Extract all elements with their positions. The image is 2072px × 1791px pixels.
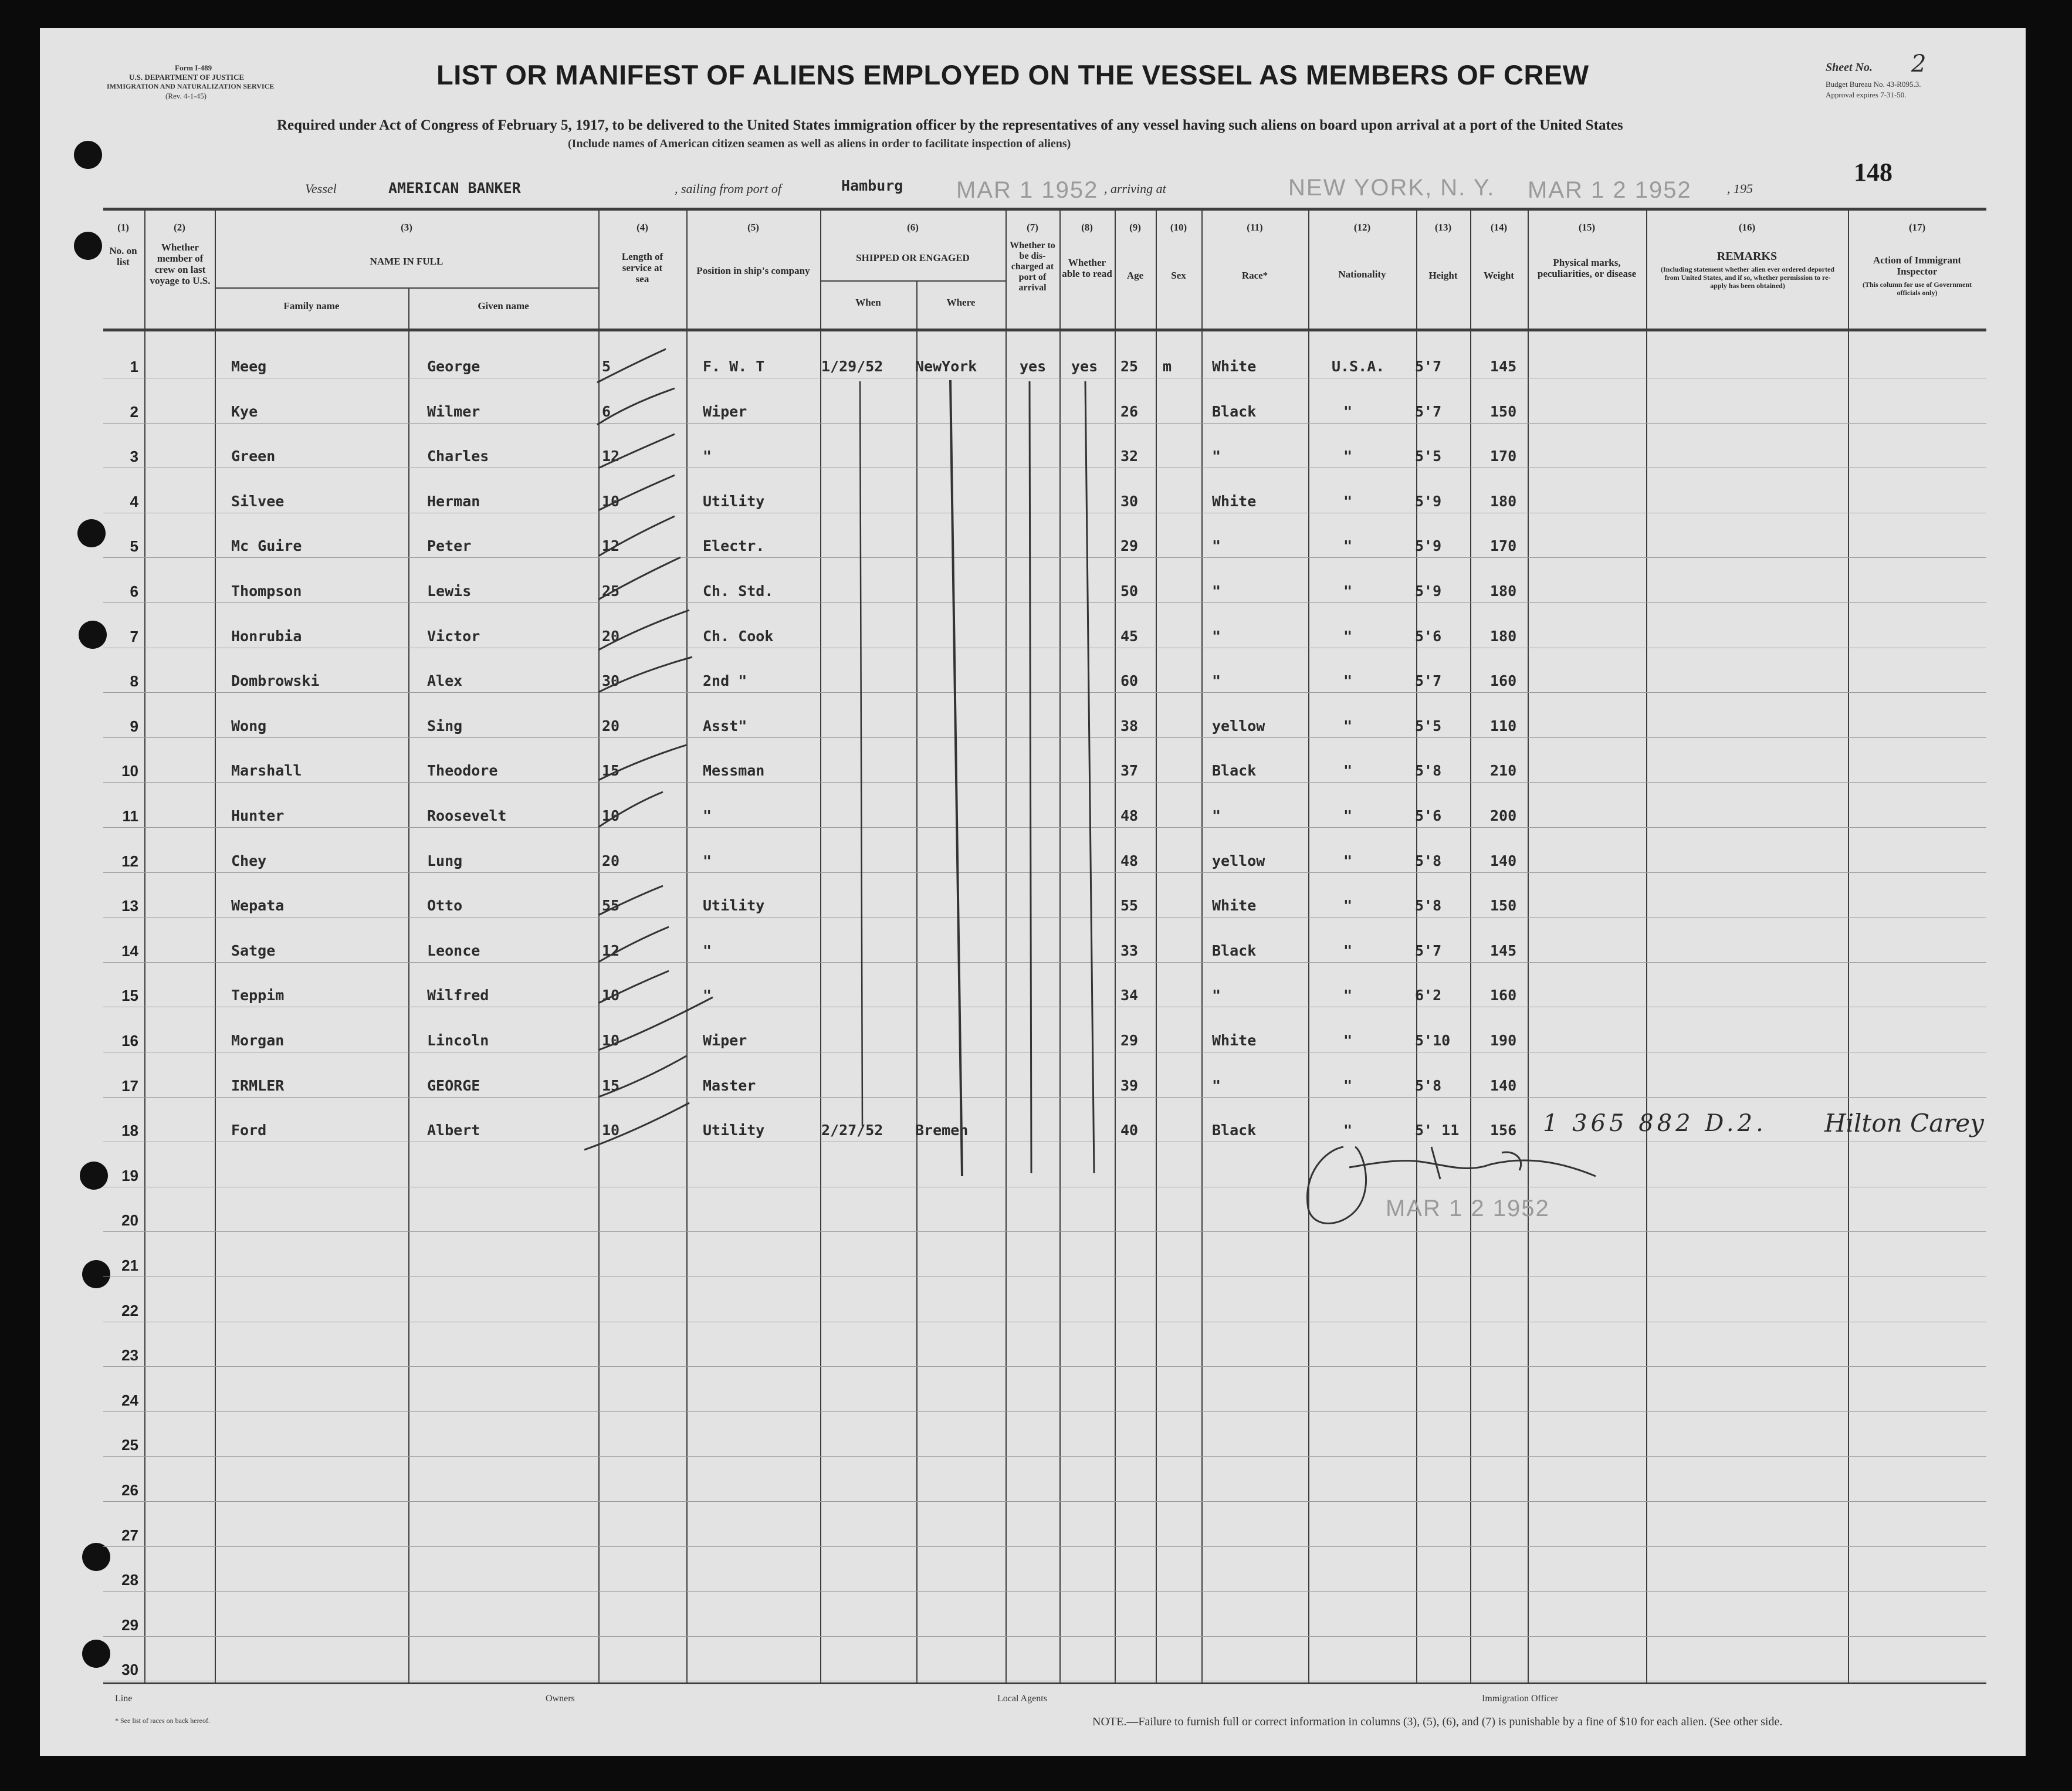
height-cell: 5'7: [1415, 942, 1442, 959]
given-name-cell: GEORGE: [427, 1076, 480, 1094]
col-7-header: Whether to be dis-charged at port of arrival: [1010, 241, 1055, 293]
race-cell: Black: [1212, 762, 1257, 780]
race-cell: yellow: [1212, 717, 1265, 734]
col-6a-header: When: [855, 297, 881, 308]
department: U.S. DEPARTMENT OF JUSTICE: [129, 73, 245, 82]
col-16-header: REMARKS: [1716, 250, 1778, 263]
weight-cell: 180: [1490, 492, 1517, 510]
ditto-line: [860, 381, 862, 1126]
age-cell: 38: [1120, 717, 1139, 734]
service-length-cell: 15: [602, 762, 620, 780]
vessel-label: Vessel: [305, 181, 337, 196]
col-6b-header: Where: [946, 297, 976, 308]
signature-date-stamp: MAR 1 2 1952: [1386, 1196, 1550, 1221]
col-13-header: Height: [1428, 270, 1458, 281]
col-9-number: (9): [1129, 222, 1141, 233]
age-cell: 25: [1120, 358, 1139, 375]
row-number: 20: [121, 1211, 138, 1230]
col-6-header: SHIPPED OR ENGAGED: [856, 252, 970, 263]
position-cell: Utility: [703, 1122, 765, 1139]
given-name-cell: Peter: [427, 537, 472, 555]
row-number: 29: [121, 1616, 138, 1634]
service-length-cell: 20: [602, 717, 620, 734]
position-cell: Wiper: [703, 402, 747, 420]
page-subtitle: Required under Act of Congress of February 5, 1917, to be delivered to the United States immigration officer by the representatives of any vessel having such aliens on board upon arrival at a port of the United States: [277, 117, 1623, 133]
position-cell: F. W. T: [703, 358, 765, 375]
col-9-header: Age: [1126, 270, 1144, 281]
weight-cell: 200: [1490, 807, 1517, 824]
position-cell: ": [703, 987, 712, 1004]
service-checkmark: [598, 610, 689, 650]
weight-cell: 150: [1490, 402, 1517, 420]
nationality-cell: ": [1343, 807, 1353, 824]
approval-expires: Approval expires 7-31-50.: [1826, 90, 1907, 99]
position-cell: Utility: [703, 492, 765, 510]
age-cell: 29: [1120, 537, 1139, 555]
family-name-cell: Honrubia: [231, 627, 302, 645]
service-checkmark: [584, 1103, 689, 1150]
col-15-header: Physical marks, peculiarities, or disease: [1537, 257, 1637, 279]
weight-cell: 145: [1490, 942, 1517, 959]
row-number: 22: [121, 1301, 138, 1319]
race-cell: ": [1212, 583, 1221, 600]
age-cell: 60: [1120, 672, 1139, 690]
given-name-cell: Albert: [427, 1122, 480, 1139]
service-length-cell: 10: [602, 492, 620, 510]
given-name-cell: Lewis: [427, 583, 472, 600]
age-cell: 30: [1120, 492, 1139, 510]
page-title: LIST OR MANIFEST OF ALIENS EMPLOYED ON THE VESSEL AS MEMBERS OF CREW: [436, 59, 1589, 90]
service-length-cell: 10: [602, 1032, 620, 1049]
given-name-cell: Lung: [427, 852, 463, 869]
given-name-cell: Wilmer: [427, 402, 480, 420]
age-cell: 26: [1120, 402, 1139, 420]
nationality-cell: ": [1343, 448, 1353, 465]
service-checkmark: [597, 349, 666, 382]
nationality-cell: ": [1343, 1032, 1353, 1049]
position-cell: Master: [703, 1076, 756, 1094]
row-number: 9: [130, 717, 138, 735]
given-name-cell: George: [427, 358, 480, 375]
race-cell: White: [1212, 492, 1257, 510]
nationality-cell: ": [1343, 717, 1353, 734]
col-4-header: Length of service at sea: [621, 251, 663, 285]
weight-cell: 156: [1490, 1122, 1517, 1139]
race-cell: White: [1212, 897, 1257, 915]
row-number: 15: [121, 987, 138, 1005]
position-cell: Wiper: [703, 1032, 747, 1049]
sheet-label: Sheet No.: [1826, 61, 1873, 74]
service-length-cell: 12: [602, 942, 620, 959]
col-5-number: (5): [747, 222, 759, 233]
sailing-label: , sailing from port of: [675, 181, 781, 196]
col-11-number: (11): [1247, 222, 1263, 233]
family-name-cell: Teppim: [231, 987, 285, 1004]
row-number: 5: [130, 537, 138, 556]
family-name-cell: Dombrowski: [231, 672, 320, 690]
age-cell: 33: [1120, 942, 1139, 959]
family-name-cell: Satge: [231, 942, 276, 959]
service-name: IMMIGRATION AND NATURALIZATION SERVICE: [107, 82, 275, 90]
family-name-cell: Morgan: [231, 1032, 285, 1049]
weight-cell: 170: [1490, 537, 1517, 555]
col-4-number: (4): [637, 222, 648, 233]
row-number: 1: [130, 358, 138, 375]
footer-line-label: Line: [115, 1694, 133, 1704]
service-length-cell: 20: [602, 852, 620, 869]
col-11-header: Race*: [1241, 270, 1268, 281]
weight-cell: 170: [1490, 448, 1517, 465]
weight-cell: 180: [1490, 583, 1517, 600]
inspector-signature: Hilton Carey: [1824, 1109, 1984, 1137]
service-length-cell: 5: [602, 358, 611, 375]
arriving-label: , arriving at: [1104, 181, 1166, 196]
footer-agents-label: Local Agents: [997, 1694, 1047, 1704]
service-length-cell: 25: [602, 583, 620, 600]
service-checkmark: [597, 388, 675, 425]
service-checkmark: [598, 927, 669, 962]
row-number: 23: [121, 1346, 138, 1365]
col-3a-header: Family name: [283, 300, 340, 312]
height-cell: 5'8: [1415, 897, 1442, 915]
height-cell: 6'2: [1415, 987, 1442, 1004]
race-cell: yellow: [1212, 852, 1265, 869]
race-cell: ": [1212, 627, 1221, 645]
row-number: 25: [121, 1436, 138, 1454]
form-revision: (Rev. 4-1-45): [165, 92, 206, 100]
remark-row-18: 1 365 882 D.2.: [1543, 1110, 1767, 1137]
weight-cell: 140: [1490, 852, 1517, 869]
age-cell: 50: [1120, 583, 1139, 600]
race-cell: ": [1212, 1076, 1221, 1094]
age-cell: 32: [1120, 448, 1139, 465]
service-length-cell: 12: [602, 448, 620, 465]
nationality-cell: U.S.A.: [1332, 358, 1385, 375]
col-2-header: Whether member of crew on last voyage to U.S.: [150, 242, 211, 286]
height-cell: 5'9: [1415, 583, 1442, 600]
family-name-cell: Meeg: [231, 358, 267, 375]
weight-cell: 140: [1490, 1076, 1517, 1094]
col-10-number: (10): [1170, 222, 1187, 233]
col-17-note: (This column for use of Government officials only): [1862, 280, 1972, 297]
given-name-cell: Roosevelt: [427, 807, 507, 824]
departure-port: Hamburg: [841, 177, 903, 194]
weight-cell: 150: [1490, 897, 1517, 915]
footer-officer-label: Immigration Officer: [1482, 1694, 1558, 1704]
height-cell: 5'6: [1415, 807, 1442, 824]
nationality-cell: ": [1343, 1122, 1353, 1139]
race-cell: ": [1212, 537, 1221, 555]
age-cell: 37: [1120, 762, 1139, 780]
weight-cell: 160: [1490, 987, 1517, 1004]
arrival-date-stamp: MAR 1 2 1952: [1528, 177, 1692, 203]
weight-cell: 160: [1490, 672, 1517, 690]
service-length-cell: 10: [602, 987, 620, 1004]
service-checkmark: [598, 886, 663, 915]
race-cell: ": [1212, 672, 1221, 690]
nationality-cell: ": [1343, 852, 1353, 869]
age-cell: 48: [1120, 807, 1139, 824]
col-16-number: (16): [1738, 222, 1756, 233]
col-12-number: (12): [1353, 222, 1371, 233]
service-checkmark: [598, 475, 675, 510]
family-name-cell: Silvee: [231, 492, 285, 510]
row-number: 18: [121, 1122, 138, 1140]
ditto-line: [950, 380, 962, 1176]
given-name-cell: Alex: [427, 672, 463, 690]
nationality-cell: ": [1343, 762, 1353, 780]
weight-cell: 190: [1490, 1032, 1517, 1049]
row-number: 2: [130, 402, 138, 421]
service-length-cell: 15: [602, 1076, 620, 1094]
col-16-note: (Including statement whether alien ever ordered deported from United States, and if so, whether permission to re-apply has been obtained): [1661, 265, 1834, 290]
col-15-number: (15): [1578, 222, 1596, 233]
family-name-cell: Green: [231, 448, 276, 465]
row-number: 19: [121, 1166, 138, 1184]
given-name-cell: Sing: [427, 717, 463, 734]
row-number: 8: [130, 672, 138, 690]
service-checkmark: [598, 557, 680, 600]
age-cell: 55: [1120, 897, 1139, 915]
height-cell: 5'10: [1415, 1032, 1451, 1049]
position-cell: ": [703, 448, 712, 465]
row-number: 10: [121, 762, 138, 780]
sheet-number: 2: [1911, 50, 1927, 77]
row-number: 11: [122, 807, 138, 825]
footer-owners-label: Owners: [546, 1694, 575, 1704]
nationality-cell: ": [1343, 627, 1353, 645]
race-cell: ": [1212, 448, 1221, 465]
ditto-line: [1085, 381, 1094, 1173]
weight-cell: 110: [1490, 717, 1517, 734]
arrival-port-stamp: NEW YORK, N. Y.: [1288, 175, 1495, 201]
col-13-number: (13): [1434, 222, 1452, 233]
service-length-cell: 10: [602, 807, 620, 824]
nationality-cell: ": [1343, 492, 1353, 510]
given-name-cell: Victor: [427, 627, 480, 645]
service-length-cell: 30: [602, 672, 620, 690]
height-cell: 5'8: [1415, 762, 1442, 780]
height-cell: 5'8: [1415, 852, 1442, 869]
col-3-number: (3): [401, 222, 412, 233]
service-checkmark: [598, 657, 692, 692]
ditto-line: [1030, 381, 1031, 1173]
race-cell: Black: [1212, 942, 1257, 959]
height-cell: 5'5: [1415, 717, 1442, 734]
family-name-cell: Hunter: [231, 807, 285, 824]
service-checkmark: [598, 792, 663, 827]
nationality-cell: ": [1343, 402, 1353, 420]
height-cell: 5'7: [1415, 358, 1442, 375]
row-number: 6: [130, 583, 138, 600]
height-cell: 5'6: [1415, 627, 1442, 645]
height-cell: 5'9: [1415, 537, 1442, 555]
height-cell: 5' 11: [1415, 1122, 1460, 1139]
service-checkmark: [598, 434, 675, 468]
given-name-cell: Herman: [427, 492, 480, 510]
shipped-when-cell: 1/29/52: [821, 358, 883, 375]
weight-cell: 180: [1490, 627, 1517, 645]
age-cell: 48: [1120, 852, 1139, 869]
given-name-cell: Theodore: [427, 762, 498, 780]
col-3-header: NAME IN FULL: [370, 256, 443, 267]
age-cell: 39: [1120, 1076, 1139, 1094]
row-number: 14: [121, 942, 138, 960]
family-name-cell: Ford: [231, 1122, 267, 1139]
family-name-cell: Mc Guire: [231, 537, 302, 555]
shipped-where-cell: NewYork: [915, 358, 977, 375]
discharged-cell: yes: [1020, 358, 1047, 375]
shipped-where-cell: Bremen: [915, 1122, 969, 1139]
service-length-cell: 55: [602, 897, 620, 915]
service-length-cell: 6: [602, 402, 611, 420]
nationality-cell: ": [1343, 672, 1353, 690]
family-name-cell: Chey: [231, 852, 267, 869]
sex-cell: m: [1163, 358, 1172, 375]
row-number: 21: [121, 1257, 138, 1274]
form-number: Form I-489: [175, 63, 212, 72]
col-1-header: No. on list: [109, 245, 137, 268]
page-subtitle-note: (Include names of American citizen seamen as well as aliens in order to facilitate inspection of aliens): [568, 137, 1071, 150]
position-cell: 2nd ": [703, 672, 747, 690]
race-cell: White: [1212, 358, 1257, 375]
height-cell: 5'7: [1415, 402, 1442, 420]
nationality-cell: ": [1343, 537, 1353, 555]
col-7-number: (7): [1027, 222, 1038, 233]
family-name-cell: Kye: [231, 402, 258, 420]
service-checkmark: [598, 971, 669, 1003]
col-8-header: Whether able to read: [1062, 257, 1112, 279]
nationality-cell: ": [1343, 583, 1353, 600]
service-checkmark: [598, 997, 713, 1050]
family-name-cell: Wepata: [231, 897, 285, 915]
age-cell: 34: [1120, 987, 1139, 1004]
given-name-cell: Leonce: [427, 942, 480, 959]
penalty-note: NOTE.—Failure to furnish full or correct information in columns (3), (5), (6), and (7) is punishable by a fine of $10 for each alien. (See other side.: [1092, 1715, 1783, 1728]
col-17-header: Action of Immigrant Inspector: [1873, 255, 1962, 277]
vessel-name: AMERICAN BANKER: [388, 180, 521, 197]
row-number: 13: [121, 897, 138, 915]
service-checkmark: [598, 516, 675, 556]
col-5-header: Position in ship's company: [696, 265, 810, 276]
row-number: 16: [121, 1032, 138, 1049]
year-label: , 195: [1727, 181, 1753, 196]
given-name-cell: Charles: [427, 448, 489, 465]
service-checkmark: [598, 745, 686, 780]
col-17-number: (17): [1908, 222, 1926, 233]
col-12-header: Nationality: [1338, 269, 1386, 280]
row-number: 27: [121, 1526, 138, 1544]
position-cell: ": [703, 852, 712, 869]
race-cell: ": [1212, 807, 1221, 824]
age-cell: 29: [1120, 1032, 1139, 1049]
race-cell: White: [1212, 1032, 1257, 1049]
height-cell: 5'9: [1415, 492, 1442, 510]
race-cell: Black: [1212, 402, 1257, 420]
stamped-page-number: 148: [1854, 158, 1892, 187]
height-cell: 5'5: [1415, 448, 1442, 465]
row-number: 3: [130, 448, 138, 466]
position-cell: Messman: [703, 762, 765, 780]
position-cell: Utility: [703, 897, 765, 915]
col-8-number: (8): [1081, 222, 1093, 233]
row-number: 7: [130, 627, 138, 645]
race-cell: Black: [1212, 1122, 1257, 1139]
given-name-cell: Otto: [427, 897, 463, 915]
row-number: 28: [121, 1571, 138, 1589]
position-cell: Ch. Std.: [703, 583, 774, 600]
nationality-cell: ": [1343, 897, 1353, 915]
position-cell: Ch. Cook: [703, 627, 774, 645]
service-length-cell: 12: [602, 537, 620, 555]
row-number: 17: [121, 1076, 138, 1095]
family-name-cell: Marshall: [231, 762, 302, 780]
row-number: 30: [121, 1661, 138, 1679]
service-length-cell: 20: [602, 627, 620, 645]
family-name-cell: Wong: [231, 717, 267, 734]
row-number: 12: [121, 852, 138, 870]
col-2-number: (2): [174, 222, 185, 233]
col-6-number: (6): [907, 222, 919, 233]
nationality-cell: ": [1343, 942, 1353, 959]
height-cell: 5'7: [1415, 672, 1442, 690]
race-cell: ": [1212, 987, 1221, 1004]
weight-cell: 210: [1490, 762, 1517, 780]
nationality-cell: ": [1343, 1076, 1353, 1094]
age-cell: 40: [1120, 1122, 1139, 1139]
row-number: 24: [121, 1391, 138, 1409]
nationality-cell: ": [1343, 987, 1353, 1004]
col-14-header: Weight: [1484, 270, 1514, 281]
row-number: 26: [121, 1481, 138, 1499]
age-cell: 45: [1120, 627, 1139, 645]
service-length-cell: 10: [602, 1122, 620, 1139]
family-name-cell: Thompson: [231, 583, 302, 600]
family-name-cell: IRMLER: [231, 1076, 285, 1094]
races-note: * See list of races on back hereof.: [115, 1716, 210, 1725]
given-name-cell: Wilfred: [427, 987, 489, 1004]
col-3b-header: Given name: [478, 300, 529, 312]
budget-bureau: Budget Bureau No. 43-R095.3.: [1826, 80, 1921, 89]
given-name-cell: Lincoln: [427, 1032, 489, 1049]
height-cell: 5'8: [1415, 1076, 1442, 1094]
able-to-read-cell: yes: [1071, 358, 1098, 375]
shipped-when-cell: 2/27/52: [821, 1122, 883, 1139]
weight-cell: 145: [1490, 358, 1517, 375]
service-checkmark: [598, 1056, 686, 1097]
departure-date-stamp: MAR 1 1952: [956, 177, 1099, 203]
col-14-number: (14): [1490, 222, 1508, 233]
position-cell: Asst": [703, 717, 747, 734]
position-cell: Electr.: [703, 537, 765, 555]
position-cell: ": [703, 942, 712, 959]
position-cell: ": [703, 807, 712, 824]
col-1-number: (1): [117, 222, 129, 233]
row-number: 4: [130, 492, 138, 510]
col-10-header: Sex: [1171, 270, 1186, 281]
